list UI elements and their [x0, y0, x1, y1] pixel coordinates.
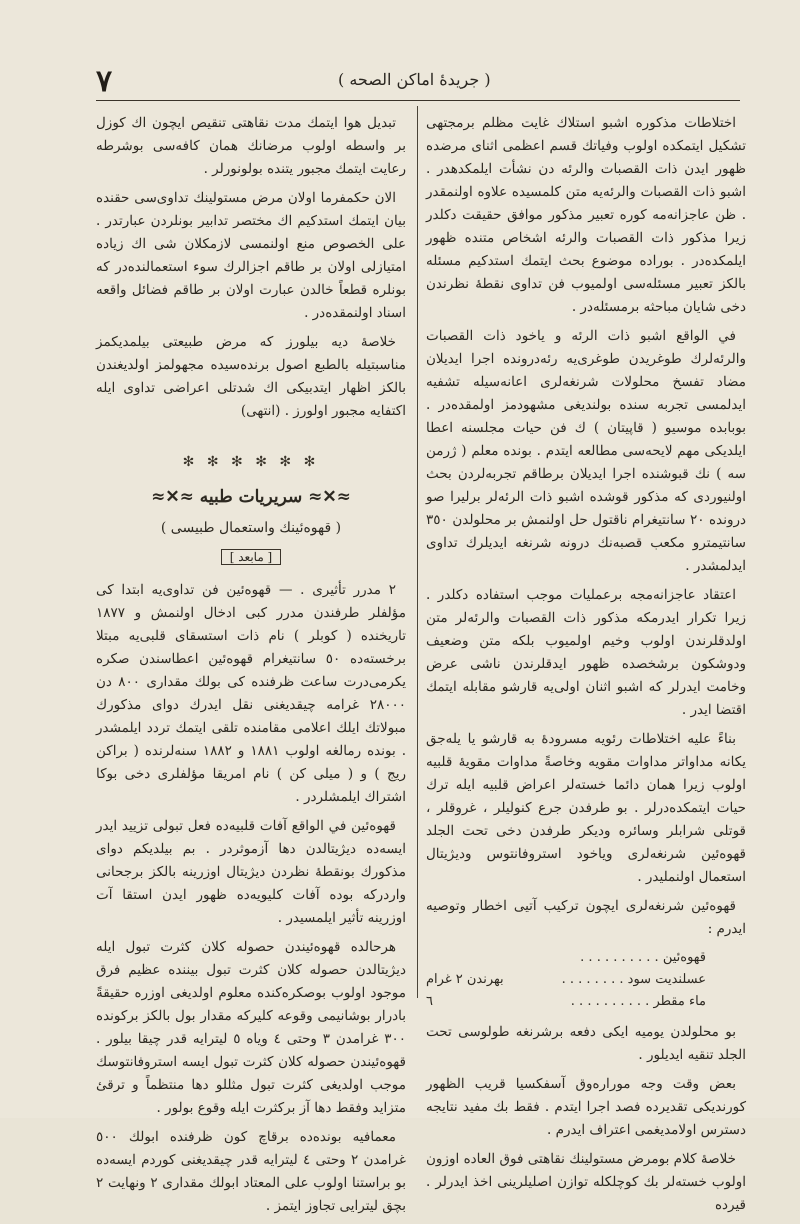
- column-divider: [417, 106, 418, 998]
- running-title: ( جريدهٔ اماكن الصحه ): [338, 70, 491, 89]
- left-column: [96, 112, 406, 1224]
- paragraph: اعتقاد عاجزانه‌مجه برعمليات موجب استفاده دكلدر . زيرا تكرار ايدرمكه مذكور ذات القصبات والرئه‌لر متن اولدقلرندن اولوب وخيم اولميوب بلكه متن وضعيف ودوشكون برشخصده ظهور ايدقلرندن ناشی عرض وخامت ايدرلر كه اشبو اثنان اولی‌يه قارشو مقابله ايتمك اقتضا ايدر .: [426, 587, 746, 718]
- paragraph: بعض وقت وجه موراره‌وق آسفكسيا قريب الظهور كورنديكی تقديرده فصد اجرا ايتدم . فقط بك مفيد نتايجه دسترس اولامديغمی اعتراف ايدرم .: [426, 1076, 746, 1138]
- formula-line: ماء مقطر . . . . . . . . . .: [570, 994, 706, 1009]
- continued-label: [96, 546, 406, 569]
- paragraph: اختلاطات مذكوره اشبو استلاك غايت مظلم برمجتهی تشكيل ايتمكده اولوب وفياتك قسم اعظمی اثنای مرضده ظهور ايدن ذات القصبات والرئه دن نشأت ايلمكدهدر . اشبو ذات القصبات والرئه‌يه متن كلمسيده علاوه اولنمقدر . ظن عاجزانه‌مه كوره تعبير مذكور موافق حقيقت دكلدر زيرا مذكور ذات القصبات والرئه اشخاص متنده ظهور ايلمكده‌در . بوراده موضوع بحث ايتمك استدكيم مسئله بالكز تعبير مسئله‌سی اولميوب فن تداوی نقطهٔ نظرندن دخی شايان مباحثه برمسئله‌در .: [426, 115, 746, 315]
- formula-amount: ٦: [426, 994, 433, 1009]
- right-column: [426, 112, 746, 1223]
- page-header: [88, 66, 744, 102]
- paragraph: تبديل هوا ايتمك مدت نقاهتی تنقيص ايچون اك كوزل بر واسطه اولوب مرضانك همان كافه‌سی بوشرطه رعايت ايتمك مجبور يتنده بولونورلر .: [96, 115, 406, 177]
- paragraph: قهوه‌ئين في الواقع آفات قلبيه‌ده فعل تبولی تزييد ايدر ايسه‌ده ديژيتالدن دها آزموثردر . بم بيلديكم دوای مذكورك بونقطهٔ نظردن ديژيتال اوزرينه بالكز برجحانی واردركه بوده آفات كليويه‌ده ظهور ايدن استقا آت اوزرينه تأثير ايلمسيدر .: [96, 818, 406, 926]
- formula-line: قهوه‌ئين . . . . . . . . . .: [580, 950, 706, 965]
- prescription-formula: [426, 947, 746, 1013]
- paragraph: خلاصهٔ كلام بومرض مستولينك نقاهتی فوق العاده اوزون اولوب خسته‌لر بك كوچلكله توازن اصليلرينی اخذ ايدرلر . قيرده: [426, 1151, 746, 1213]
- formula-line: عسلنديت سود . . . . . . . .: [561, 972, 706, 987]
- formula-amount: بهرندن ٢ غرام: [426, 972, 504, 987]
- paragraph: خلاصهٔ ديه بيلورز كه مرض طبيعتی بيلمديكمز مناسبتيله بالطبع اصول برنده‌سيده مجهولمز اولديغندن بالكز اظهار ايتدبيكی اك شدتلی اعراضی تداوی ايله اكتفايه مجبور اولورز . (انتهی): [96, 334, 406, 419]
- section-title: ≈✕≈ سريريات طبيه ≈✕≈: [151, 487, 351, 507]
- paragraph: ٢ مدرر تأثيری . — قهوه‌ئين فن تداوی‌يه ابتدا كی مؤلفلر طرفندن مدرر كبی ادخال اولنمش و ١٨٧٧ تاريخنده ( كوبلر ) نام ذات استسقای قلبی‌يه مبتلا برخسته‌ده ٥٠ سانتيغرام قهوه‌ئين اعطاسندن صكره يكرمی‌درت ساعت ظرفنده كی بولك مقداری ٨٠٠ دن ٢٨٠٠٠ غرامه چيقديغنی نقل ايدرك دوای مذكورك مبولاتك ايلك اعلامی مقامنده تلقی ايتمك تردد ايلمشدر . بونده رمالغه اولوب ١٨٨١ و ١٨٨٢ سنه‌لرنده ( براكن ريج ) و ( ميلی كن ) نام امريقا مؤلفلری دخی بوكا اشتراك ايلمشلردر .: [96, 582, 407, 805]
- paragraph: الان حكمفرما اولان مرض مستولينك تداوی‌سی حقنده بيان ايتمك استدكيم اك مختصر تدابير بونلردن عبارتدر . علی الخصوص منع اولنمسی لازمكلان شی اك زياده امتيازلی اولان بر طاقم اجزالرك سوء استعمالنده‌در كه بونلره قطعاً خالدن عبارت اولان بر طاقم فضائل واقعه اسناد اولنمقده‌در .: [96, 190, 406, 321]
- paragraph: معمافيه بونده‌ده برقاچ كون ظرفنده ابولك ٥٠٠ غرامدن ٢ وحتی ٤ ليترايه قدر چيقديغنی كوردم ايسه‌ده بو براستنا اولوب علی المعتاد ابولك مقداری ٢ ونهايت ٢ بچق ليترايی تجاوز ايتمز .: [96, 1129, 406, 1214]
- paragraph: بو محلولدن يومیه ايكی دفعه برشرنغه طولوسی تحت الجلد تنقيه ايديلور .: [426, 1024, 746, 1063]
- paragraph: في الواقع اشبو ذات الرئه و ياخود ذات القصبات والرئه‌لرك طوغريدن طوغری‌يه رئه‌درونده اجرا ايديلان مضاد تفسخ محلولات شرنغه‌لری اعانه‌سيله تشفيه ايدلمسی تجربه سنده بولنديغی مشهودمز اولمقده‌در . بوبابده موسيو ( قاپيتان ) ك فن حيات مجلسنه اعطا ايلديكی مهم لايحه‌سی مطالعه ايتدم . بونده معلم ( ژرمن سه ) نك قبوشنده اجرا ايديلان برطاقم تجربه‌لردن بحث اولنيوردی كه مذكور قوشده اشبو ذات الرئه‌لر برليرا صو درونده ٢٠ سانتيغرام ناقتول حل اولنمش بر محلولدن ٣٥٠ سانتيمترو مكعب قصبه‌نك درونه شرنغه ايديلرك تداوی ايدلمشدر .: [426, 328, 747, 574]
- paragraph: هرحالده قهوه‌ئيندن حصوله كلان كثرت تبول ايله ديژيتالدن حصوله كلان كثرت تبول بيننده عظيم فرق موجود اولوب بوصكره‌كنده معلوم اولديغی اوزره حقيقةً بادرار بوشانيمی وقوعه كليركه مقدار بول بالكز بركونده ٣٠٠ غرامدن ٣ وحتی ٤ وياه ٥ ليترايه قدر چيقا بيلور . قهوه‌ئيندن حصوله كلان كثرت تبول ايسه استروفانتوسك موجب اولديغی كثرت تبول مثللو دها منتظماً و ترقیٔ متزايد وفقط دها آز بركثرت ايله وقوع بولور .: [96, 939, 406, 1116]
- header-rule: [96, 100, 740, 101]
- page-number: ٧: [96, 64, 113, 99]
- paragraph: قهوه‌ئين شرنغه‌لری ايچون تركيب آتيی اخطار وتوصيه ايدرم :: [426, 898, 746, 937]
- paragraph: بناءً عليه اختلاطات رئويه مسرودهٔ به قارشو يا يله‌جق يكانه مداواتر مداوات مقويه وخاصةً مداوات مقويهٔ قلبيه اولوب زيرا همان دائما خسته‌لر اعراض قلبيه ايله ترك حيات ايتمكده‌درلر . بو طرفدن جرع كنوليلر ، غروقلر ، قوتلی شرابلر وسائره وديكر طرفدن دخی تحت الجلد قهوه‌ئين شرنغه‌لری وياخود استروفانتوس وديژيتال استعمال اولنملیدر .: [426, 731, 746, 885]
- continued-box: [ مابعد ]: [221, 549, 282, 565]
- section-subtitle: ( قهوه‌ئينك واستعمال طبيسی ): [160, 520, 342, 536]
- star-separator: ✻ ✻ ✻ ✻ ✻ ✻: [182, 454, 320, 470]
